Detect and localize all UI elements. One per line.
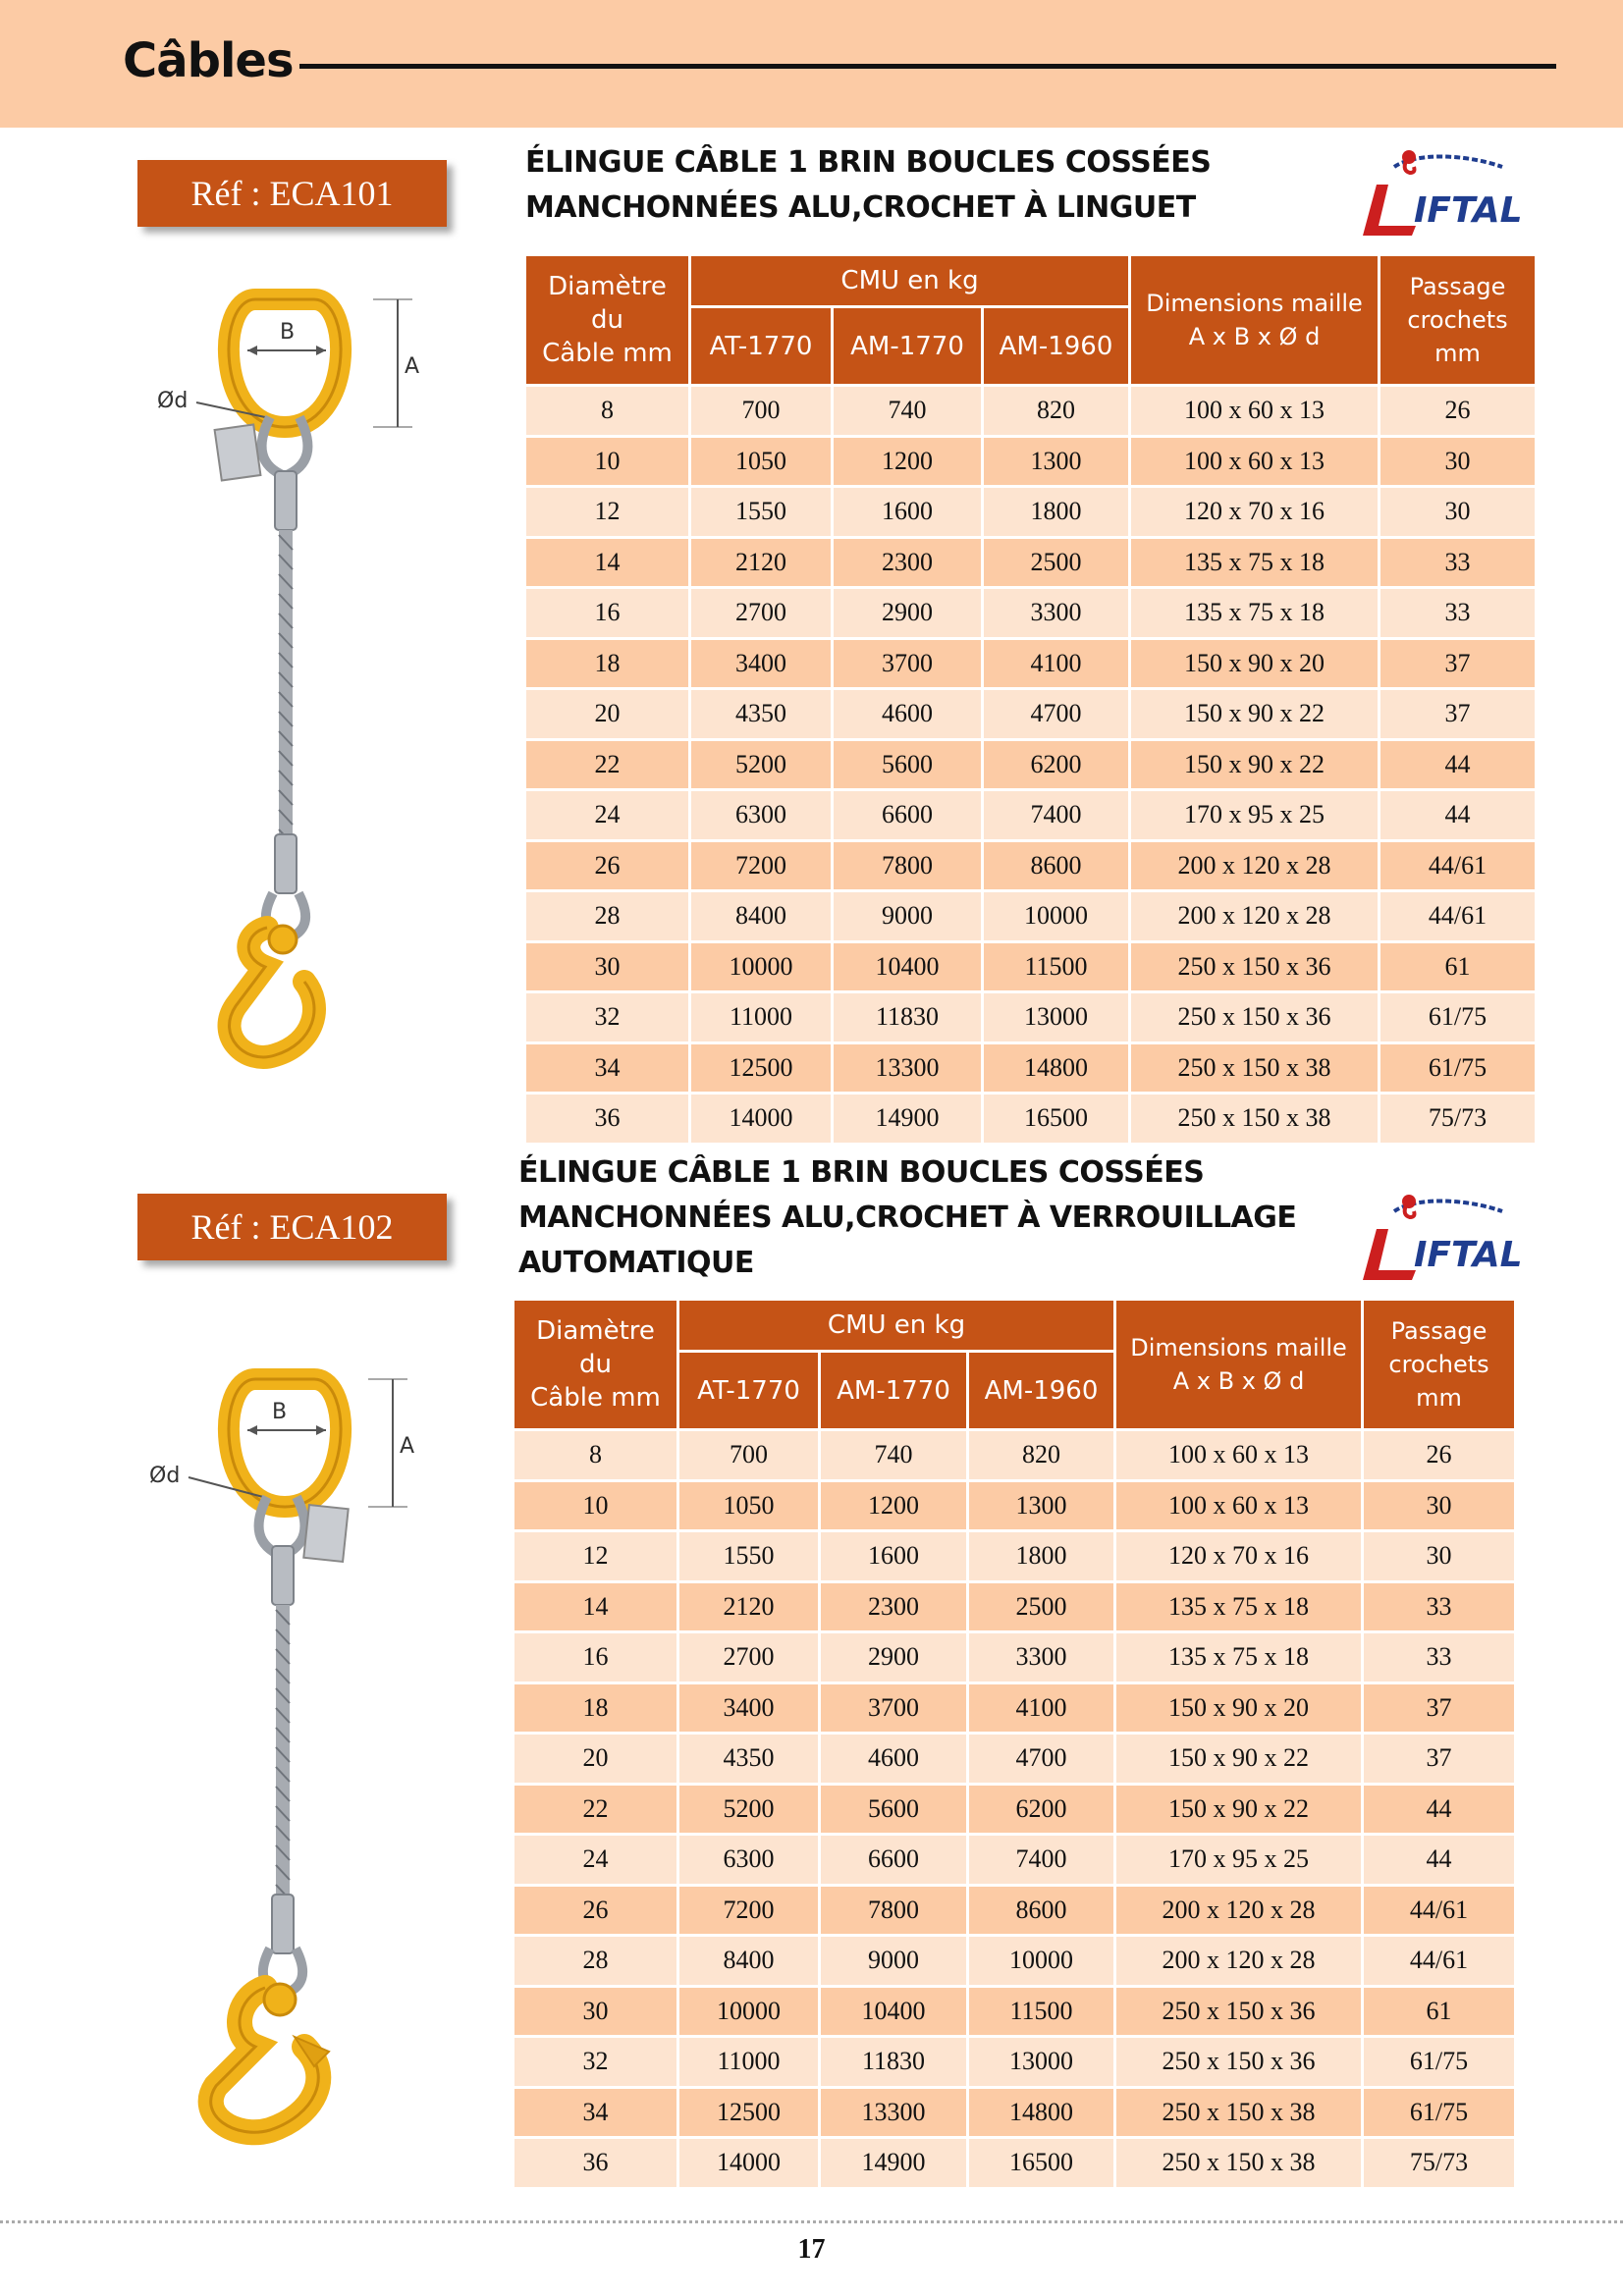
am1960-cell: 820: [968, 1430, 1115, 1481]
dimensions-cell: 150 x 90 x 22: [1130, 689, 1380, 740]
at1770-cell: 4350: [678, 1734, 820, 1785]
diameter-cell: 26: [525, 840, 690, 891]
passage-cell: 37: [1380, 689, 1537, 740]
col-header-cmu: CMU en kg: [690, 255, 1130, 307]
at1770-cell: 700: [678, 1430, 820, 1481]
passage-cell: 33: [1380, 588, 1537, 639]
page-number: 17: [797, 2234, 826, 2265]
diameter-cell: 8: [514, 1430, 678, 1481]
diameter-cell: 28: [525, 891, 690, 942]
passage-cell: 44/61: [1380, 891, 1537, 942]
at1770-cell: 5200: [690, 739, 833, 790]
at1770-cell: 3400: [678, 1682, 820, 1734]
am1960-cell: 10000: [983, 891, 1130, 942]
am1960-cell: 8600: [983, 840, 1130, 891]
dimensions-cell: 120 x 70 x 16: [1115, 1531, 1363, 1582]
at1770-cell: 2700: [690, 588, 833, 639]
header-line: crochets: [1388, 1351, 1489, 1378]
am1960-cell: 14800: [968, 2087, 1115, 2138]
table-row: [514, 2087, 1516, 2138]
at1770-cell: 3400: [690, 638, 833, 689]
passage-cell: 37: [1363, 1682, 1516, 1734]
diameter-cell: 14: [525, 537, 690, 588]
table-row: [514, 1480, 1516, 1531]
diameter-cell: 34: [525, 1042, 690, 1094]
am1770-cell: 2900: [820, 1632, 968, 1683]
am1770-cell: 13300: [833, 1042, 983, 1094]
at1770-cell: 7200: [690, 840, 833, 891]
table-row: [525, 840, 1537, 891]
table-row: [525, 537, 1537, 588]
dimension-b-label: B: [280, 320, 296, 345]
dimensions-cell: 250 x 150 x 38: [1130, 1094, 1380, 1145]
at1770-cell: 2120: [690, 537, 833, 588]
passage-cell: 37: [1380, 638, 1537, 689]
am1960-cell: 4100: [968, 1682, 1115, 1734]
am1960-cell: 2500: [968, 1581, 1115, 1632]
reference-badge: Réf : ECA101: [137, 160, 447, 227]
am1960-cell: 1300: [983, 436, 1130, 487]
passage-cell: 61/75: [1380, 1042, 1537, 1094]
diameter-cell: 22: [525, 739, 690, 790]
passage-cell: 61/75: [1380, 992, 1537, 1043]
am1960-cell: 2500: [983, 537, 1130, 588]
product-title-line: ÉLINGUE CÂBLE 1 BRIN BOUCLES COSSÉES: [525, 145, 1212, 180]
am1770-cell: 5600: [833, 739, 983, 790]
table-body: [525, 386, 1537, 1145]
am1960-cell: 13000: [968, 2037, 1115, 2088]
am1770-cell: 740: [833, 386, 983, 437]
table-row: [525, 487, 1537, 538]
col-header-am1770: AM-1770: [820, 1352, 968, 1430]
header-line: du: [579, 1350, 612, 1379]
am1960-cell: 6200: [968, 1784, 1115, 1835]
am1960-cell: 4700: [983, 689, 1130, 740]
passage-cell: 61: [1380, 941, 1537, 992]
diameter-cell: 18: [525, 638, 690, 689]
am1960-cell: 16500: [983, 1094, 1130, 1145]
diameter-cell: 8: [525, 386, 690, 437]
single-leg-sling-latch-hook-image: [157, 280, 452, 1075]
col-header-am1960: AM-1960: [983, 307, 1130, 386]
header-line: Dimensions maille: [1130, 1334, 1347, 1362]
table-row: [525, 790, 1537, 841]
liftal-logo: [1355, 145, 1522, 243]
diameter-cell: 30: [514, 1986, 678, 2037]
am1770-cell: 9000: [833, 891, 983, 942]
table-row: [514, 2138, 1516, 2189]
am1960-cell: 16500: [968, 2138, 1115, 2189]
header-line: crochets: [1407, 306, 1508, 334]
at1770-cell: 12500: [690, 1042, 833, 1094]
diameter-cell: 30: [525, 941, 690, 992]
table-row: [514, 1986, 1516, 2037]
passage-cell: 30: [1363, 1531, 1516, 1582]
diameter-cell: 12: [514, 1531, 678, 1582]
dimensions-cell: 150 x 90 x 22: [1130, 739, 1380, 790]
passage-cell: 44: [1363, 1784, 1516, 1835]
dimensions-cell: 200 x 120 x 28: [1115, 1936, 1363, 1987]
am1770-cell: 7800: [820, 1885, 968, 1936]
table-row: [514, 1936, 1516, 1987]
product-title-line: MANCHONNÉES ALU,CROCHET À VERROUILLAGE: [518, 1201, 1297, 1235]
header-line: Diamètre: [536, 1316, 655, 1346]
at1770-cell: 14000: [690, 1094, 833, 1145]
am1960-cell: 7400: [968, 1835, 1115, 1886]
am1960-cell: 7400: [983, 790, 1130, 841]
am1770-cell: 740: [820, 1430, 968, 1481]
am1770-cell: 1200: [833, 436, 983, 487]
passage-cell: 75/73: [1380, 1094, 1537, 1145]
header-line: mm: [1416, 1384, 1462, 1412]
header-line: Passage: [1409, 273, 1506, 300]
dimensions-cell: 170 x 95 x 25: [1130, 790, 1380, 841]
diameter-cell: 14: [514, 1581, 678, 1632]
am1770-cell: 10400: [820, 1986, 968, 2037]
am1960-cell: 6200: [983, 739, 1130, 790]
dimensions-cell: 135 x 75 x 18: [1115, 1632, 1363, 1683]
am1770-cell: 11830: [833, 992, 983, 1043]
am1960-cell: 3300: [968, 1632, 1115, 1683]
dimensions-cell: 200 x 120 x 28: [1130, 840, 1380, 891]
diameter-cell: 18: [514, 1682, 678, 1734]
am1770-cell: 14900: [820, 2138, 968, 2189]
passage-cell: 30: [1380, 436, 1537, 487]
logo-text: IFTAL: [1414, 190, 1523, 231]
am1960-cell: 4700: [968, 1734, 1115, 1785]
passage-cell: 33: [1363, 1581, 1516, 1632]
am1770-cell: 6600: [820, 1835, 968, 1886]
table-row: [525, 739, 1537, 790]
diameter-cell: 10: [514, 1480, 678, 1531]
capacity-table: [512, 1298, 1517, 2190]
diameter-cell: 16: [525, 588, 690, 639]
title-rule: [299, 64, 1556, 69]
dimensions-cell: 100 x 60 x 13: [1130, 386, 1380, 437]
passage-cell: 44: [1380, 790, 1537, 841]
am1770-cell: 14900: [833, 1094, 983, 1145]
at1770-cell: 6300: [690, 790, 833, 841]
passage-cell: 44/61: [1363, 1936, 1516, 1987]
dimensions-cell: 250 x 150 x 38: [1130, 1042, 1380, 1094]
at1770-cell: 1050: [678, 1480, 820, 1531]
logo-text: IFTAL: [1414, 1235, 1523, 1275]
dimensions-cell: 100 x 60 x 13: [1115, 1430, 1363, 1481]
am1960-cell: 11500: [983, 941, 1130, 992]
am1770-cell: 1600: [820, 1531, 968, 1582]
am1960-cell: 13000: [983, 992, 1130, 1043]
at1770-cell: 4350: [690, 689, 833, 740]
dimensions-cell: 135 x 75 x 18: [1130, 537, 1380, 588]
diameter-cell: 12: [525, 487, 690, 538]
am1770-cell: 9000: [820, 1936, 968, 1987]
passage-cell: 26: [1363, 1430, 1516, 1481]
am1770-cell: 3700: [833, 638, 983, 689]
diameter-cell: 36: [514, 2138, 678, 2189]
at1770-cell: 12500: [678, 2087, 820, 2138]
table-row: [525, 638, 1537, 689]
table-row: [525, 588, 1537, 639]
at1770-cell: 700: [690, 386, 833, 437]
passage-cell: 44: [1380, 739, 1537, 790]
dimensions-cell: 120 x 70 x 16: [1130, 487, 1380, 538]
header-line: Dimensions maille: [1146, 290, 1363, 317]
am1960-cell: 14800: [983, 1042, 1130, 1094]
header-line: Diamètre: [548, 272, 667, 301]
am1770-cell: 4600: [820, 1734, 968, 1785]
reference-badge: Réf : ECA102: [137, 1194, 447, 1260]
at1770-cell: 7200: [678, 1885, 820, 1936]
table-row: [514, 1430, 1516, 1481]
am1770-cell: 2900: [833, 588, 983, 639]
diameter-cell: 34: [514, 2087, 678, 2138]
table-row: [514, 1885, 1516, 1936]
am1960-cell: 1800: [968, 1531, 1115, 1582]
single-leg-sling-self-locking-hook-image: [149, 1360, 452, 2145]
at1770-cell: 2120: [678, 1581, 820, 1632]
am1960-cell: 10000: [968, 1936, 1115, 1987]
dimensions-cell: 100 x 60 x 13: [1115, 1480, 1363, 1531]
dimensions-cell: 170 x 95 x 25: [1115, 1835, 1363, 1886]
table-row: [525, 1042, 1537, 1094]
header-line: Câble mm: [530, 1383, 661, 1413]
passage-cell: 75/73: [1363, 2138, 1516, 2189]
col-header-at1770: AT-1770: [690, 307, 833, 386]
diameter-cell: 26: [514, 1885, 678, 1936]
diameter-cell: 10: [525, 436, 690, 487]
at1770-cell: 8400: [690, 891, 833, 942]
dimensions-cell: 250 x 150 x 36: [1115, 1986, 1363, 2037]
at1770-cell: 1550: [690, 487, 833, 538]
dimensions-cell: 150 x 90 x 22: [1115, 1734, 1363, 1785]
passage-cell: 44: [1363, 1835, 1516, 1886]
liftal-logo: [1355, 1190, 1522, 1288]
header-line: A x B x Ø d: [1188, 323, 1321, 350]
dimensions-cell: 200 x 120 x 28: [1130, 891, 1380, 942]
am1770-cell: 1600: [833, 487, 983, 538]
dimensions-cell: 250 x 150 x 36: [1115, 2037, 1363, 2088]
table-row: [525, 436, 1537, 487]
table-row: [514, 1632, 1516, 1683]
col-header-diameter: [514, 1300, 678, 1430]
col-header-am1960: AM-1960: [968, 1352, 1115, 1430]
col-header-at1770: AT-1770: [678, 1352, 820, 1430]
am1960-cell: 820: [983, 386, 1130, 437]
diameter-cell: 24: [514, 1835, 678, 1886]
page-title: Câbles: [123, 33, 294, 88]
col-header-passage: [1380, 255, 1537, 386]
header-line: du: [591, 305, 623, 335]
at1770-cell: 2700: [678, 1632, 820, 1683]
am1770-cell: 2300: [820, 1581, 968, 1632]
passage-cell: 37: [1363, 1734, 1516, 1785]
footer-divider: [0, 2220, 1623, 2223]
table-row: [514, 1784, 1516, 1835]
at1770-cell: 5200: [678, 1784, 820, 1835]
product-title-line: AUTOMATIQUE: [518, 1246, 754, 1280]
at1770-cell: 11000: [678, 2037, 820, 2088]
dimension-a-label: A: [405, 354, 420, 379]
am1770-cell: 3700: [820, 1682, 968, 1734]
at1770-cell: 1050: [690, 436, 833, 487]
product-title: [518, 1150, 1296, 1286]
header-line: mm: [1434, 340, 1481, 367]
am1770-cell: 6600: [833, 790, 983, 841]
dimensions-cell: 250 x 150 x 36: [1130, 992, 1380, 1043]
diameter-cell: 20: [514, 1734, 678, 1785]
col-header-passage: [1363, 1300, 1516, 1430]
dimensions-cell: 150 x 90 x 22: [1115, 1784, 1363, 1835]
table-row: [514, 1734, 1516, 1785]
at1770-cell: 10000: [690, 941, 833, 992]
product-title: [525, 140, 1211, 231]
product-title-line: ÉLINGUE CÂBLE 1 BRIN BOUCLES COSSÉES: [518, 1155, 1205, 1190]
dimensions-cell: 150 x 90 x 20: [1130, 638, 1380, 689]
am1960-cell: 1800: [983, 487, 1130, 538]
table-row: [514, 1531, 1516, 1582]
passage-cell: 61/75: [1363, 2037, 1516, 2088]
at1770-cell: 6300: [678, 1835, 820, 1886]
table-row: [514, 2037, 1516, 2088]
dimensions-cell: 135 x 75 x 18: [1115, 1581, 1363, 1632]
product-title-line: MANCHONNÉES ALU,CROCHET À LINGUET: [525, 190, 1196, 225]
diameter-cell: 28: [514, 1936, 678, 1987]
am1960-cell: 11500: [968, 1986, 1115, 2037]
table-row: [514, 1682, 1516, 1734]
col-header-dimensions: [1130, 255, 1380, 386]
passage-cell: 44/61: [1380, 840, 1537, 891]
am1770-cell: 2300: [833, 537, 983, 588]
dimensions-cell: 150 x 90 x 20: [1115, 1682, 1363, 1734]
diameter-cell: 32: [525, 992, 690, 1043]
diameter-cell: 22: [514, 1784, 678, 1835]
diameter-cell: 24: [525, 790, 690, 841]
passage-cell: 61: [1363, 1986, 1516, 2037]
am1960-cell: 4100: [983, 638, 1130, 689]
col-header-dimensions: [1115, 1300, 1363, 1430]
table-row: [525, 891, 1537, 942]
diameter-cell: 36: [525, 1094, 690, 1145]
at1770-cell: 14000: [678, 2138, 820, 2189]
passage-cell: 33: [1363, 1632, 1516, 1683]
table-row: [525, 941, 1537, 992]
at1770-cell: 11000: [690, 992, 833, 1043]
table-row: [514, 1835, 1516, 1886]
header-line: Passage: [1390, 1317, 1488, 1345]
diameter-cell: 20: [525, 689, 690, 740]
am1770-cell: 10400: [833, 941, 983, 992]
capacity-table: [523, 253, 1538, 1146]
diameter-cell: 16: [514, 1632, 678, 1683]
passage-cell: 30: [1380, 487, 1537, 538]
col-header-cmu: CMU en kg: [678, 1300, 1115, 1352]
table-row: [525, 386, 1537, 437]
at1770-cell: 8400: [678, 1936, 820, 1987]
table-row: [514, 1581, 1516, 1632]
am1770-cell: 7800: [833, 840, 983, 891]
am1770-cell: 13300: [820, 2087, 968, 2138]
dimensions-cell: 250 x 150 x 36: [1130, 941, 1380, 992]
passage-cell: 44/61: [1363, 1885, 1516, 1936]
table-row: [525, 1094, 1537, 1145]
table-body: [514, 1430, 1516, 2189]
am1770-cell: 4600: [833, 689, 983, 740]
dimensions-cell: 135 x 75 x 18: [1130, 588, 1380, 639]
passage-cell: 61/75: [1363, 2087, 1516, 2138]
at1770-cell: 10000: [678, 1986, 820, 2037]
col-header-am1770: AM-1770: [833, 307, 983, 386]
at1770-cell: 1550: [678, 1531, 820, 1582]
am1960-cell: 3300: [983, 588, 1130, 639]
am1770-cell: 11830: [820, 2037, 968, 2088]
dimension-b-label: B: [272, 1400, 288, 1424]
dimensions-cell: 200 x 120 x 28: [1115, 1885, 1363, 1936]
col-header-diameter: [525, 255, 690, 386]
am1770-cell: 1200: [820, 1480, 968, 1531]
dimensions-cell: 250 x 150 x 38: [1115, 2138, 1363, 2189]
dimension-d-label: Ød: [157, 389, 189, 413]
am1960-cell: 1300: [968, 1480, 1115, 1531]
am1960-cell: 8600: [968, 1885, 1115, 1936]
table-row: [525, 689, 1537, 740]
passage-cell: 33: [1380, 537, 1537, 588]
dimension-d-label: Ød: [149, 1464, 181, 1488]
header-line: Câble mm: [542, 339, 673, 368]
diameter-cell: 32: [514, 2037, 678, 2088]
dimensions-cell: 100 x 60 x 13: [1130, 436, 1380, 487]
dimensions-cell: 250 x 150 x 38: [1115, 2087, 1363, 2138]
am1770-cell: 5600: [820, 1784, 968, 1835]
dimension-a-label: A: [400, 1434, 415, 1459]
table-row: [525, 992, 1537, 1043]
header-line: A x B x Ø d: [1172, 1367, 1305, 1395]
passage-cell: 26: [1380, 386, 1537, 437]
passage-cell: 30: [1363, 1480, 1516, 1531]
